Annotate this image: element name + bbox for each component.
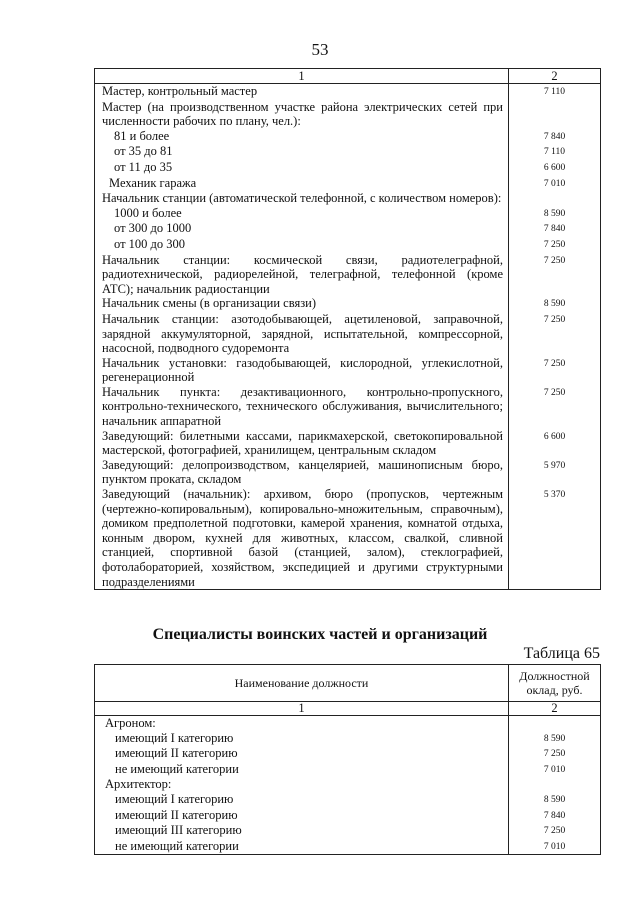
position-salary bbox=[509, 716, 601, 731]
table-row bbox=[95, 253, 601, 297]
position-salary: 7 110 bbox=[509, 144, 601, 160]
table-row bbox=[95, 792, 601, 808]
position-name: Агроном: bbox=[95, 716, 509, 731]
position-name: Начальник установки: газодобывающей, кислородной, углекислотной, регенерационной bbox=[95, 356, 509, 385]
table-row bbox=[95, 144, 601, 160]
table-row bbox=[95, 191, 601, 206]
position-salary: 8 590 bbox=[509, 296, 601, 312]
table-row bbox=[95, 176, 601, 192]
page-number: 53 bbox=[311, 40, 329, 59]
position-name: не имеющий категории bbox=[95, 839, 509, 855]
table-row bbox=[95, 823, 601, 839]
column-numbers-row bbox=[95, 702, 601, 716]
table-row bbox=[95, 808, 601, 824]
column-number-2: 2 bbox=[509, 69, 601, 84]
column-number-1: 1 bbox=[95, 69, 509, 84]
position-name: Начальник станции: космической связи, радиотелеграфной, радиотехнической, радиорелейной, телеграфной, телефонной (кроме АТС); начальник радиостанции bbox=[95, 253, 509, 297]
table-row bbox=[95, 237, 601, 253]
position-name: от 11 до 35 bbox=[95, 160, 509, 176]
position-name: имеющий I категорию bbox=[95, 792, 509, 808]
table-row bbox=[95, 385, 601, 429]
position-salary: 7 840 bbox=[509, 221, 601, 237]
position-salary: 8 590 bbox=[509, 731, 601, 747]
position-salary: 7 010 bbox=[509, 176, 601, 192]
position-salary: 7 250 bbox=[509, 253, 601, 297]
table-row bbox=[95, 356, 601, 385]
positions-table bbox=[94, 68, 601, 590]
table-row bbox=[95, 296, 601, 312]
position-salary: 7 010 bbox=[509, 762, 601, 778]
position-name: Начальник пункта: дезактивационного, контрольно-пропускного, контрольно-технического, технического обслуживания, вычислительного; начальник аппаратной bbox=[95, 385, 509, 429]
table-label: Таблица 65 bbox=[523, 645, 600, 662]
position-salary: 7 250 bbox=[509, 312, 601, 356]
position-name: имеющий II категорию bbox=[95, 746, 509, 762]
position-name: не имеющий категории bbox=[95, 762, 509, 778]
position-name: Заведующий (начальник): архивом, бюро (пропусков, чертежным (чертежно-копировальным), копировально-множительным, справочным), домиком предполетной подготовки, камерой хранения, комнатой отдыха, конным двором, кухней для животных, классом, свалкой, сливной станцией, спортивной базой (станцией, залом), стеклографией, фотолабораторией, хозяйством, экспедицией и другими структурными подразделениями bbox=[95, 487, 509, 590]
column-number-2: 2 bbox=[509, 702, 601, 716]
position-name: от 35 до 81 bbox=[95, 144, 509, 160]
table-row bbox=[95, 312, 601, 356]
position-salary: 7 250 bbox=[509, 823, 601, 839]
position-name: имеющий I категорию bbox=[95, 731, 509, 747]
specialists-table bbox=[94, 664, 601, 855]
position-name: Начальник станции: азотодобывающей, ацетиленовой, заправочной, зарядной аккумуляторной, зарядной, испытательной, компрессорной, насосной, подводного судоремонта bbox=[95, 312, 509, 356]
position-name: Мастер, контрольный мастер bbox=[95, 84, 509, 100]
section-title: Специалисты воинских частей и организаций bbox=[152, 626, 488, 643]
position-salary: 7 250 bbox=[509, 385, 601, 429]
position-name: от 100 до 300 bbox=[95, 237, 509, 253]
position-name: Заведующий: билетными кассами, парикмахерской, светокопировальной мастерской, фотографией, хранилищем, центральным складом bbox=[95, 429, 509, 458]
table-row bbox=[95, 731, 601, 747]
table-row bbox=[95, 221, 601, 237]
column-number-1: 1 bbox=[95, 702, 509, 716]
position-name: Начальник смены (в организации связи) bbox=[95, 296, 509, 312]
position-salary: 7 010 bbox=[509, 839, 601, 855]
position-name: 1000 и более bbox=[95, 206, 509, 222]
table-row bbox=[95, 100, 601, 129]
table-row bbox=[95, 839, 601, 855]
table-row bbox=[95, 458, 601, 487]
table-row bbox=[95, 762, 601, 778]
position-salary: 7 840 bbox=[509, 129, 601, 145]
position-name: 81 и более bbox=[95, 129, 509, 145]
position-salary bbox=[509, 100, 601, 129]
table-row bbox=[95, 746, 601, 762]
position-name: Заведующий: делопроизводством, канцелярией, машинописным бюро, пунктом проката, складом bbox=[95, 458, 509, 487]
table-header-row bbox=[95, 665, 601, 702]
position-salary: 6 600 bbox=[509, 160, 601, 176]
position-salary: 7 110 bbox=[509, 84, 601, 100]
position-salary: 5 370 bbox=[509, 487, 601, 590]
table-row bbox=[95, 716, 601, 731]
position-name: имеющий III категорию bbox=[95, 823, 509, 839]
table-header-row bbox=[95, 69, 601, 84]
position-salary: 5 970 bbox=[509, 458, 601, 487]
table-row bbox=[95, 84, 601, 100]
position-name: Начальник станции (автоматической телефонной, с количеством номеров): bbox=[95, 191, 509, 206]
position-salary: 8 590 bbox=[509, 206, 601, 222]
position-salary bbox=[509, 191, 601, 206]
position-salary: 6 600 bbox=[509, 429, 601, 458]
position-name-header: Наименование должности bbox=[95, 665, 509, 702]
table-row bbox=[95, 129, 601, 145]
position-name: Архитектор: bbox=[95, 777, 509, 792]
position-salary: 8 590 bbox=[509, 792, 601, 808]
position-salary: 7 250 bbox=[509, 746, 601, 762]
position-salary: 7 250 bbox=[509, 356, 601, 385]
table-row bbox=[95, 206, 601, 222]
position-salary: 7 250 bbox=[509, 237, 601, 253]
position-salary: 7 840 bbox=[509, 808, 601, 824]
position-name: Механик гаража bbox=[95, 176, 509, 192]
salary-header: Должностной оклад, руб. bbox=[509, 665, 601, 702]
position-salary bbox=[509, 777, 601, 792]
position-name: имеющий II категорию bbox=[95, 808, 509, 824]
table-row bbox=[95, 160, 601, 176]
position-name: от 300 до 1000 bbox=[95, 221, 509, 237]
table-row bbox=[95, 487, 601, 590]
table-row bbox=[95, 429, 601, 458]
table-row bbox=[95, 777, 601, 792]
position-name: Мастер (на производственном участке района электрических сетей при численности рабочих по плану, чел.): bbox=[95, 100, 509, 129]
